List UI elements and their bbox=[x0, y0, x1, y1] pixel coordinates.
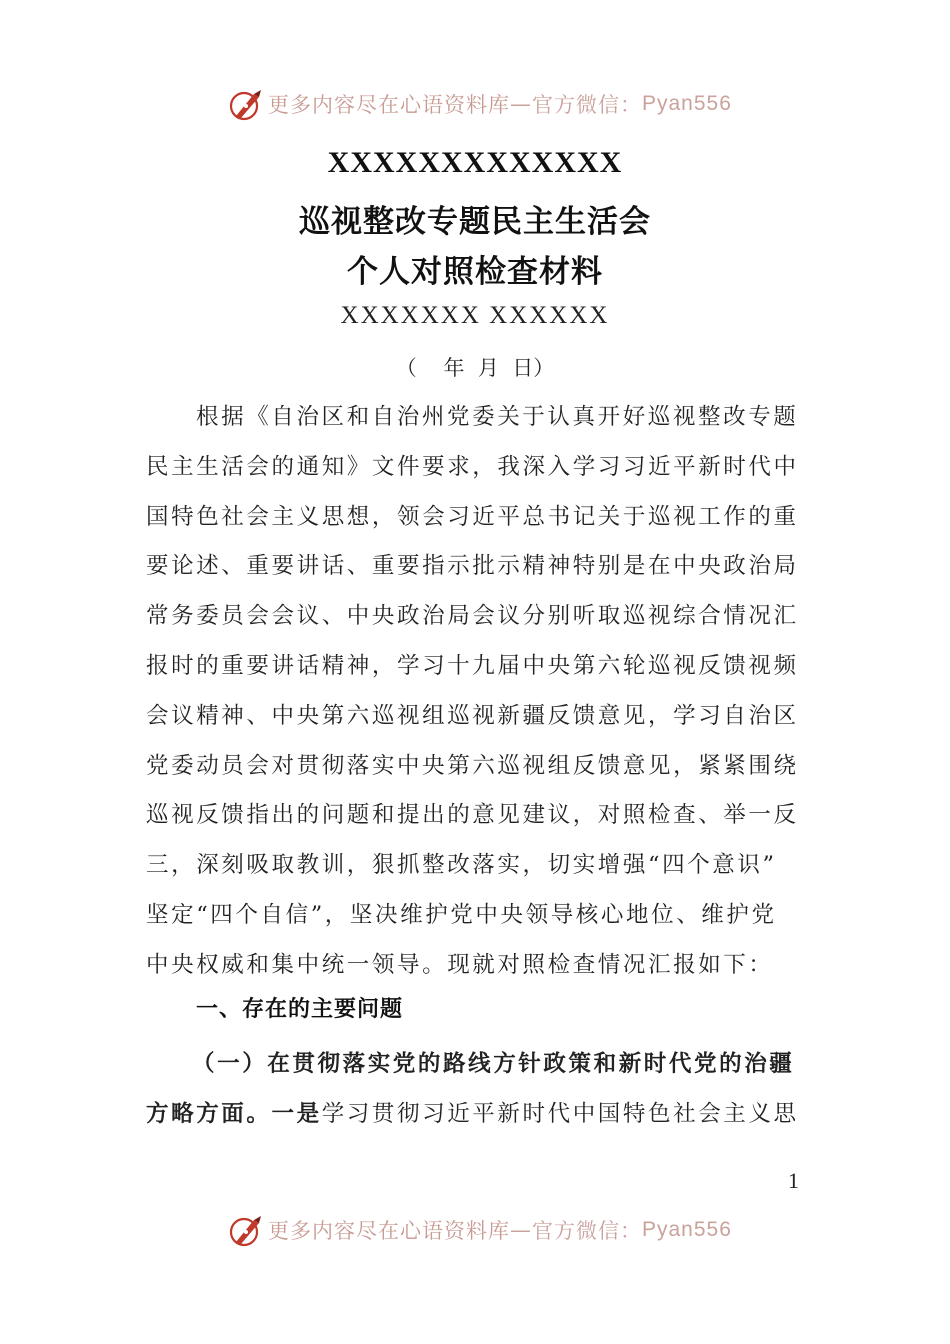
paragraph-line: 要论述、重要讲话、重要指示批示精神特别是在中央政治局 bbox=[146, 553, 799, 580]
subsection-title: （一）在贯彻落实党的路线方针政策和新时代党的治疆 bbox=[192, 1051, 795, 1077]
subsection-title-line bbox=[146, 1040, 806, 1090]
document-title-line1: 巡视整改专题民主生活会 bbox=[299, 204, 651, 240]
document-date: （ 年 月 日） bbox=[395, 356, 555, 380]
document-author: XXXXXXX XXXXXX bbox=[340, 302, 610, 329]
subsection-title-end: 方略方面。一是 bbox=[146, 1100, 322, 1127]
paragraph-line: 根据《自治区和自治州党委关于认真开好巡视整改专题 bbox=[196, 404, 799, 430]
watermark-dash: — bbox=[510, 1218, 532, 1242]
paragraph-line bbox=[146, 1090, 806, 1140]
paragraph-line: 国特色社会主义思想，领会习近平总书记关于巡视工作的重 bbox=[146, 503, 799, 530]
paragraph-line: 会议精神、中央第六巡视组巡视新疆反馈意见，学习自治区 bbox=[146, 702, 799, 729]
watermark-label: 官方微信： bbox=[532, 93, 642, 117]
intro-paragraph bbox=[146, 393, 806, 991]
watermark-dash: — bbox=[510, 92, 532, 116]
watermark-site-text: 更多内容尽在心语资料库 bbox=[268, 93, 510, 117]
watermark-label: 官方微信： bbox=[532, 1219, 642, 1243]
paragraph-line: 党委动员会对贯彻落实中央第六巡视组反馈意见，紧紧围绕 bbox=[146, 752, 799, 779]
paragraph-line: 民主生活会的通知》文件要求，我深入学习习近平新时代中 bbox=[146, 453, 799, 480]
paragraph-line: 三，深刻吸取教训，狠抓整改落实，切实增强“四个意识” bbox=[146, 852, 777, 879]
paragraph-line: 坚定“四个自信”，坚决维护党中央领导核心地位、维护党 bbox=[146, 901, 777, 928]
watermark-wechat-id: Pyan556 bbox=[642, 92, 732, 115]
paragraph-line: 中央权威和集中统一领导。现就对照检查情况汇报如下： bbox=[146, 951, 774, 978]
watermark-site-text: 更多内容尽在心语资料库 bbox=[268, 1219, 510, 1243]
pen-nib-logo-icon bbox=[228, 86, 264, 122]
section-heading: 一、存在的主要问题 bbox=[196, 997, 404, 1022]
subsection-paragraph bbox=[146, 1040, 806, 1140]
paragraph-line: 报时的重要讲话精神，学习十九届中央第六轮巡视反馈视频 bbox=[146, 652, 799, 679]
paragraph-line: 常务委员会会议、中央政治局会议分别听取巡视综合情况汇 bbox=[146, 603, 799, 630]
watermark-banner-top bbox=[228, 84, 748, 124]
paragraph-line: 巡视反馈指出的问题和提出的意见建议，对照检查、举一反 bbox=[146, 802, 799, 829]
paragraph-text: 学习贯彻习近平新时代中国特色社会主义思 bbox=[321, 1100, 799, 1127]
document-code-title: XXXXXXXXXXXXX bbox=[327, 146, 623, 179]
pen-nib-logo-icon bbox=[228, 1212, 264, 1248]
watermark-wechat-id: Pyan556 bbox=[642, 1218, 732, 1241]
document-title-line2: 个人对照检查材料 bbox=[347, 254, 603, 290]
page-number: 1 bbox=[788, 1168, 799, 1193]
watermark-banner-bottom bbox=[228, 1210, 748, 1250]
